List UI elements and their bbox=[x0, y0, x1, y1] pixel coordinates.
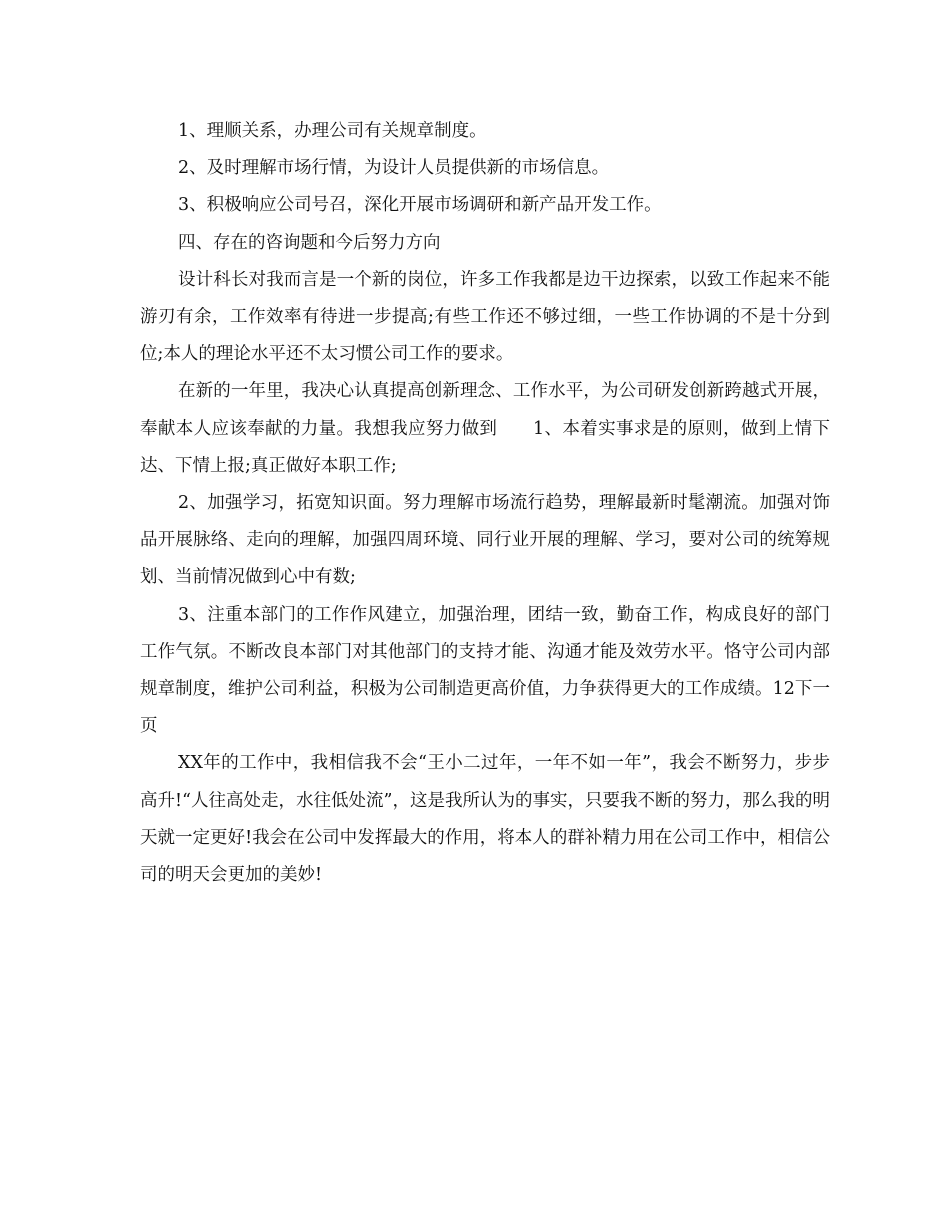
section-heading: 四、存在的咨询题和今后努力方向 bbox=[178, 232, 441, 253]
paragraph-department-style: 3、注重本部门的工作作风建立，加强治理，团结一致，勤奋工作，构成良好的部门工作气氛。不断改良本部门对其他部门的支持才能、沟通才能及效劳水平。恪守公司内部规章制度，维护公司利益，积极为公司制造更高价值，力争获得更大的工作成绩。12下一页 bbox=[140, 604, 830, 737]
paragraph-item-3: 3、积极响应公司号召，深化开展市场调研和新产品开发工作。 bbox=[178, 195, 662, 216]
paragraph-learning: 2、加强学习，拓宽知识面。努力理解市场流行趋势，理解最新时髦潮流。加强对饰品开展脉络、走向的理解，加强四周环境、同行业开展的理解、学习，要对公司的统筹规划、当前情况做到心中有数; bbox=[140, 493, 830, 588]
document-body bbox=[140, 113, 830, 894]
paragraph-conclusion: XX年的工作中，我相信我不会“王小二过年，一年不如一年”，我会不断努力，步步高升!“人往高处走，水往低处流”，这是我所认为的事实，只要我不断的努力，那么我的明天就一定更好!我会在公司中发挥最大的作用，将本人的群补精力用在公司工作中，相信公司的明天会更加的美妙! bbox=[140, 753, 830, 886]
paragraph-item-2: 2、及时理解市场行情，为设计人员提供新的市场信息。 bbox=[178, 158, 610, 179]
paragraph-item-1: 1、理顺关系，办理公司有关规章制度。 bbox=[178, 121, 487, 141]
paragraph-problems: 设计科长对我而言是一个新的岗位，许多工作我都是边干边探索，以致工作起来不能游刃有余，工作效率有待进一步提高;有些工作还不够过细，一些工作协调的不是十分到位;本人的理论水平还不太习惯公司工作的要求。 bbox=[140, 269, 830, 365]
paragraph-new-year-plan: 在新的一年里，我决心认真提高创新理念、工作水平，为公司研发创新跨越式开展，奉献本人应该奉献的力量。我想我应努力做到 1、本着实事求是的原则，做到上情下达、下情上报;真正做好本职工作; bbox=[140, 381, 830, 476]
